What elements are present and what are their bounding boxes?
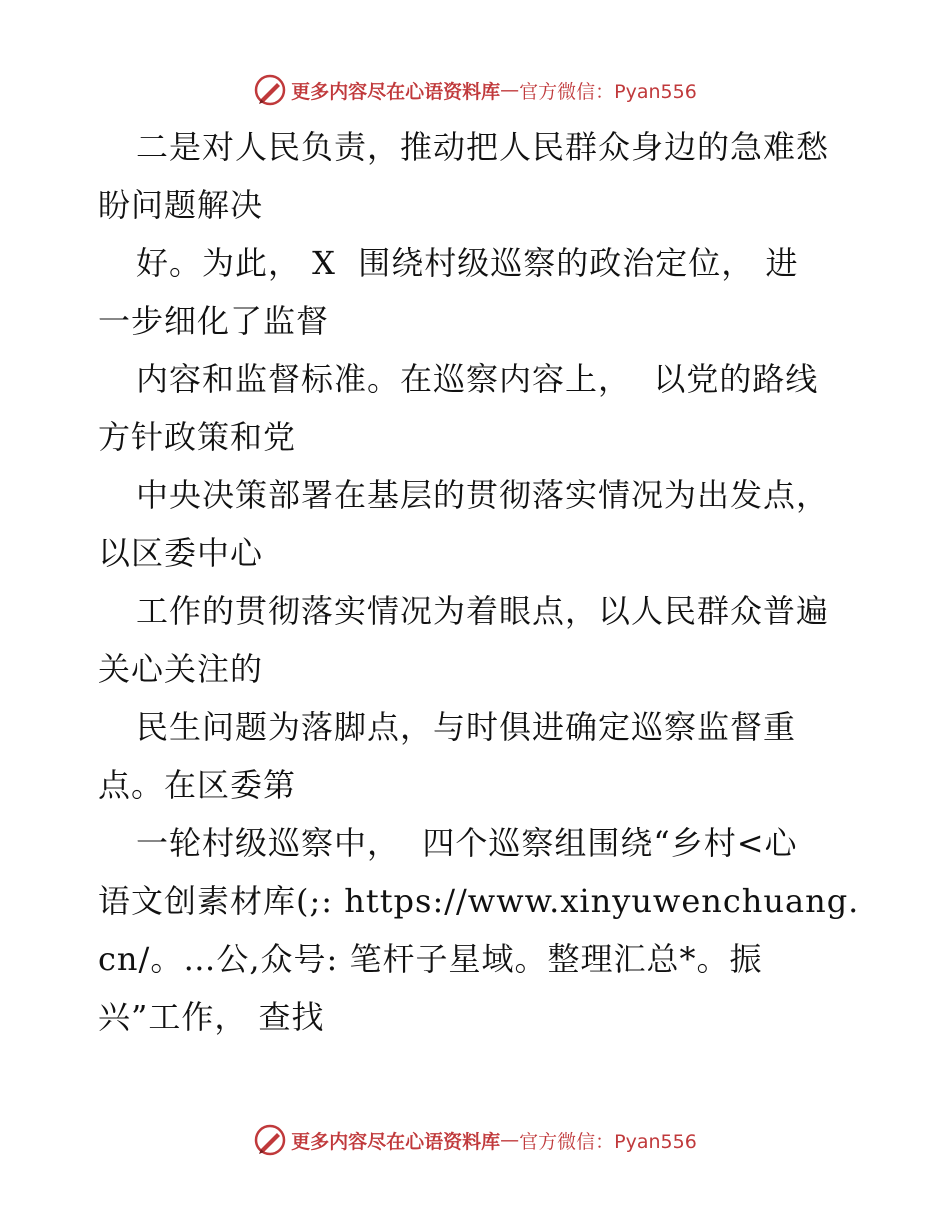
text-line: 兴”工作， 查找 xyxy=(98,998,325,1036)
text-line: 语文创素材库(;: https://www.xinyuwenchuang. xyxy=(98,882,860,920)
text-line: 工作的贯彻落实情况为着眼点，以人民群众普遍 xyxy=(136,592,830,630)
text-line: 关心关注的 xyxy=(98,650,264,688)
banner-title: 更多内容尽在心语资料库 xyxy=(291,1130,501,1153)
text-line: 以区委中心 xyxy=(98,534,264,572)
text-line: 点。在区委第 xyxy=(98,766,297,804)
banner-title: 更多内容尽在心语资料库 xyxy=(291,80,501,103)
document-body xyxy=(98,118,858,1046)
text-line: 内容和监督标准。在巡察内容上， 以党的路线 xyxy=(136,360,819,398)
banner-wechat: 官方微信：Pyan556 xyxy=(519,1130,697,1153)
header-banner xyxy=(0,70,950,110)
text-line: 二是对人民负责，推动把人民群众身边的急难愁 xyxy=(136,128,830,166)
banner-separator: — xyxy=(500,79,520,101)
text-line: 一轮村级巡察中， 四个巡察组围绕“乡村<心 xyxy=(136,824,798,862)
banner-separator: — xyxy=(500,1129,520,1151)
text-line: 盼问题解决 xyxy=(98,186,264,224)
text-line: cn/。…公,众号: 笔杆子星域。整理汇总*。振 xyxy=(98,940,763,978)
text-line: 好。为此， X 围绕村级巡察的政治定位， 进 xyxy=(136,244,799,282)
pen-logo-icon xyxy=(253,73,287,107)
footer-banner xyxy=(0,1120,950,1160)
text-line: 中央决策部署在基层的贯彻落实情况为出发点， xyxy=(136,476,830,514)
text-line: 一步细化了监督 xyxy=(98,302,330,340)
text-line: 民生问题为落脚点，与时俱进确定巡察监督重 xyxy=(136,708,797,746)
pen-logo-icon xyxy=(253,1123,287,1157)
text-line: 方针政策和党 xyxy=(98,418,297,456)
banner-wechat: 官方微信：Pyan556 xyxy=(519,80,697,103)
